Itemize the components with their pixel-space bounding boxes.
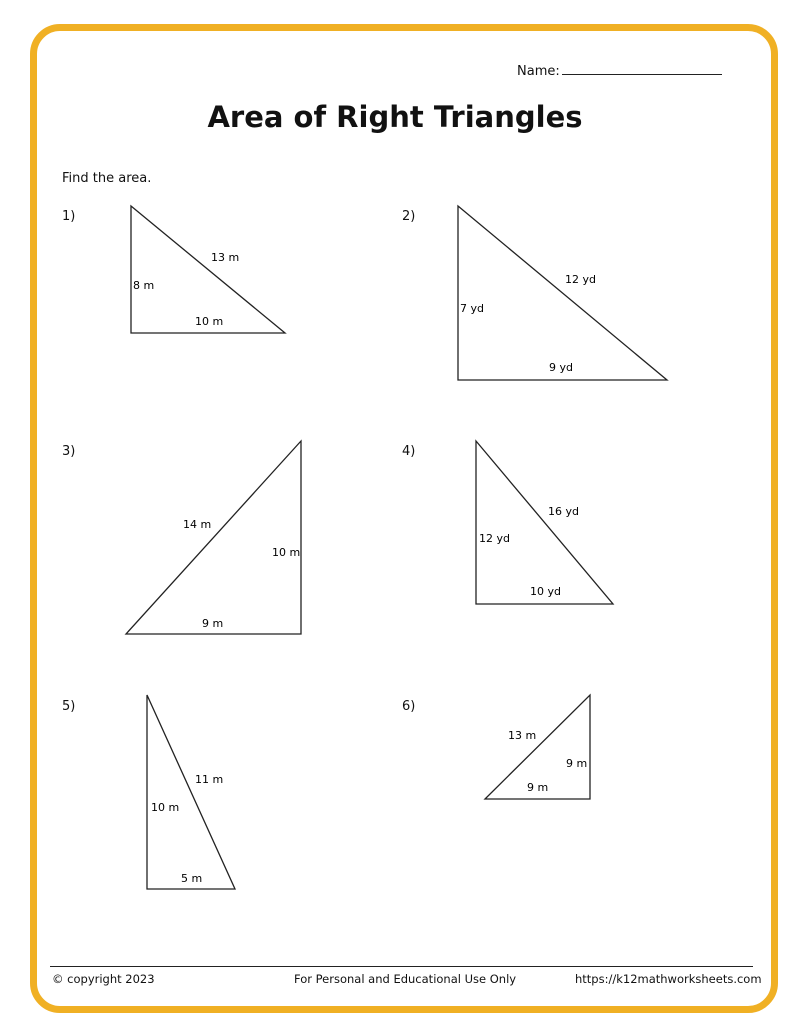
triangle-5 <box>147 695 235 889</box>
triangle-3-vertical-label: 10 m <box>272 546 301 559</box>
triangle-1-base-label: 10 m <box>195 315 224 328</box>
triangle-4-hypotenuse-label: 16 yd <box>548 505 579 518</box>
triangle-1-hypotenuse-label: 13 m <box>211 251 240 264</box>
triangle-1 <box>131 206 285 333</box>
triangle-6-base-label: 9 m <box>527 781 549 794</box>
instructions: Find the area. <box>62 171 152 186</box>
problem-number-5: 5) <box>62 699 76 714</box>
triangle-4-shape <box>476 441 613 604</box>
name-label: Name: <box>517 64 560 79</box>
triangle-2-vertical-label: 7 yd <box>460 302 484 315</box>
triangle-2 <box>458 206 667 380</box>
page-title: Area of Right Triangles <box>207 100 583 134</box>
problem-number-3: 3) <box>62 444 76 459</box>
triangle-4-vertical-label: 12 yd <box>479 532 510 545</box>
triangle-5-hypotenuse-label: 11 m <box>195 773 224 786</box>
triangle-5-vertical-label: 10 m <box>151 801 180 814</box>
triangle-3-base-label: 9 m <box>202 617 224 630</box>
problem-number-6: 6) <box>402 699 416 714</box>
problem-number-4: 4) <box>402 444 416 459</box>
triangle-1-vertical-label: 8 m <box>133 279 155 292</box>
footer-divider <box>50 966 753 967</box>
triangle-6-vertical-label: 9 m <box>566 757 588 770</box>
triangle-5-shape <box>147 695 235 889</box>
triangle-2-shape <box>458 206 667 380</box>
triangle-2-hypotenuse-label: 12 yd <box>565 273 596 286</box>
problem-number-2: 2) <box>402 209 416 224</box>
triangle-3-shape <box>126 441 301 634</box>
triangle-1-shape <box>131 206 285 333</box>
triangle-4-base-label: 10 yd <box>530 585 561 598</box>
triangle-6-hypotenuse-label: 13 m <box>508 729 537 742</box>
footer-usage: For Personal and Educational Use Only <box>294 972 517 986</box>
triangle-3-hypotenuse-label: 14 m <box>183 518 212 531</box>
footer-copyright: © copyright 2023 <box>52 972 155 986</box>
triangle-6 <box>485 695 590 799</box>
triangle-5-base-label: 5 m <box>181 872 203 885</box>
triangle-2-base-label: 9 yd <box>549 361 573 374</box>
problem-number-1: 1) <box>62 209 76 224</box>
triangle-3 <box>126 441 301 634</box>
footer-url[interactable]: https://k12mathworksheets.com <box>575 972 762 986</box>
triangle-4 <box>476 441 613 604</box>
